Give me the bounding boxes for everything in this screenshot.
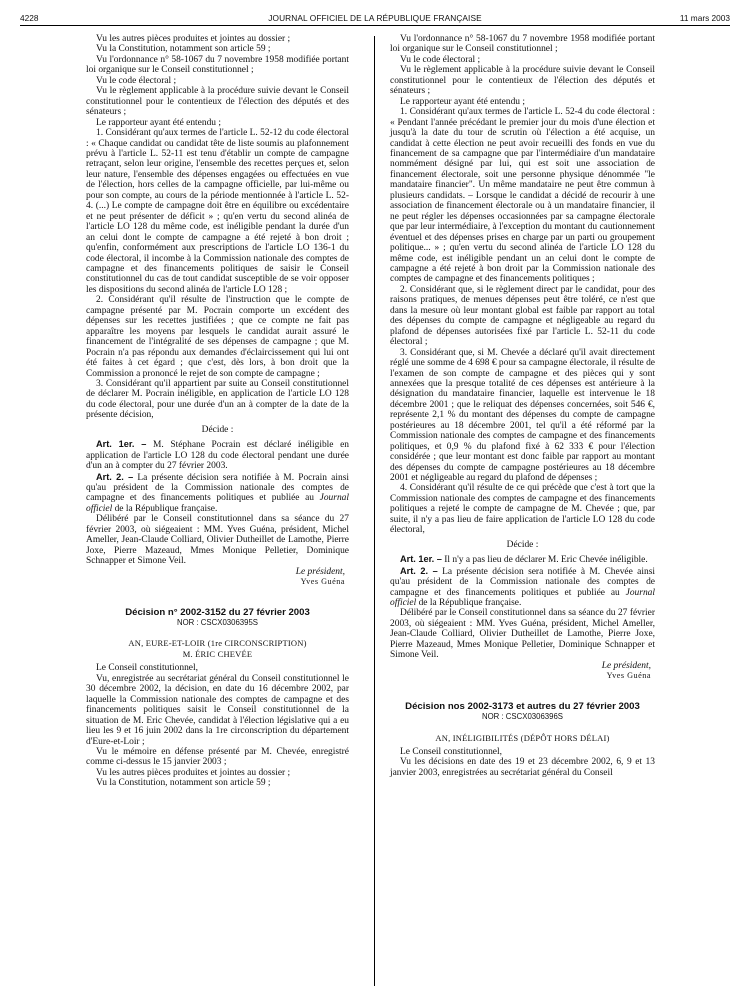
circonscription-heading: AN, EURE-ET-LOIR (1re CIRCONSCRIPTION) xyxy=(128,638,307,649)
article-label: Art. 2. – xyxy=(96,471,134,482)
body-paragraph: Le Conseil constitutionnel, xyxy=(400,747,502,757)
journal-name: Journal officiel xyxy=(390,587,655,609)
page-number: 4228 xyxy=(20,13,39,23)
decision-title: Décision n° 2002-3152 du 27 février 2003 xyxy=(125,606,310,618)
considerant-paragraph: 1. Considérant qu'aux termes de l'article L. 52-12 du code électoral : « Chaque candidat ou candidat tête de liste soumis au plafonnement prévu à l'article L. 52-11 est tenu d'établir un compte de campagne retraçant, selon leur origine, l'ensemble des recettes perçues et, selon leur nature, l'ensemble des dépenses engagées ou effectuées en vue de l'élection, hors celles de la campagne officielle, par lui-même ou pour son compte, au cours de la période mentionnée à l'article L. 52-4. (...) Le compte de campagne doit être en équilibre ou excédentaire et ne peut présenter de déficit » ; qu'en vertu du second alinéa de l'article LO 128 du même code, est inéligible pendant la durée d'un an celui dont le compte de campagne a été rejeté à bon droit ; qu'enfin, conformément aux prescriptions de l'article LO 136-1 du code électoral, il incombe à la Commission nationale des comptes de campagne et des financements politiques de saisir le Conseil constitutionnel du cas de tout candidat susceptible de se voir opposer les dispositions du second alinéa de l'article LO 128 ; xyxy=(86,128,349,295)
article-text: M. Stéphane Pocrain est déclaré inéligible en application de l'article LO 128 du code électoral pendant une durée d'un an à compter du 27 février 2003. xyxy=(86,440,349,472)
considerant-paragraph: 4. Considérant qu'il résulte de ce qui précède que c'est à tort que la Commission nationale des comptes de campagne et des financements politiques a rejeté le compte de campagne de M. Chevée ; que, par suite, il n'y a pas lieu de faire application de l'article LO 128 du code électoral, xyxy=(390,483,655,536)
intro-line: Vu l'ordonnance n° 58-1067 du 7 novembre 1958 modifiée portant loi organique sur le Conseil constitutionnel ; xyxy=(86,54,349,76)
body-paragraph: Vu les décisions en date des 19 et 23 décembre 2002, 6, 9 et 13 janvier 2003, enregistrées au secrétariat général du Conseil xyxy=(390,757,655,778)
signature-name: Yves Guéna xyxy=(300,577,345,587)
right-column xyxy=(390,34,655,778)
column-divider xyxy=(374,36,375,986)
decide-heading: Décide : xyxy=(201,424,234,435)
signature-role: Le président, xyxy=(601,660,651,671)
article-text: La présente décision sera notifiée à M. Chevée ainsi qu'au président de la Commission nationale des comptes de campagne et des financements politiques et publiée au xyxy=(390,566,656,598)
issue-date: 11 mars 2003 xyxy=(679,13,730,23)
decision-title: Décision nos 2002-3173 et autres du 27 février 2003 xyxy=(405,700,640,712)
deliberation-paragraph: Délibéré par le Conseil constitutionnel dans sa séance du 27 février 2003, où siégeaient : MM. Yves Guéna, président, Michel Ameller, Jean-Claude Colliard, Olivier Dutheillet de Lamothe, Pierre Joxe, Pierre Mazeaud, Mmes Monique Pelletier, Dominique Schnapper et Simone Veil. xyxy=(390,608,655,661)
circonscription-heading: AN, INÉLIGIBILITÉS (DÉPÔT HORS DÉLAI) xyxy=(435,732,610,743)
intro-line: Le rapporteur ayant été entendu ; xyxy=(96,117,221,128)
candidate-name: M. ÉRIC CHEVÉE xyxy=(182,648,253,659)
intro-line: Vu le règlement applicable à la procédure suivie devant le Conseil constitutionnel pour le contentieux de l'élection des députés et sénateurs ; xyxy=(390,65,655,97)
article-label: Art. 1er. – xyxy=(96,439,147,450)
body-paragraph: Vu, enregistrée au secrétariat général du Conseil constitutionnel le 30 décembre 2002, la décision, en date du 16 décembre 2002, par laquelle la Commission nationale des comptes de campagne et des financements politiques saisit le Conseil constitutionnel de la situation de M. Eric Chevée, candidat à l'élection législative qui a eu lieu les 9 et 16 juin 2002 dans la 1re circonscription du département d'Eure-et-Loir ; xyxy=(86,673,349,747)
intro-line: Le rapporteur ayant été entendu ; xyxy=(400,96,525,107)
decide-heading: Décide : xyxy=(506,539,539,550)
intro-line: Vu la Constitution, notamment son article 59 ; xyxy=(96,44,271,55)
considerant-paragraph: 3. Considérant qu'il appartient par suite au Conseil constitutionnel de déclarer M. Pocrain inéligible, en application de l'article LO 128 du code électoral, pour une durée d'un an à compter de la date de la présente décision, xyxy=(86,378,349,421)
article-1 xyxy=(390,554,655,565)
header-rule xyxy=(20,25,730,26)
intro-line: Vu l'ordonnance n° 58-1067 du 7 novembre 1958 modifiée portant loi organique sur le Conseil constitutionnel ; xyxy=(390,34,655,55)
article-2 xyxy=(86,472,349,515)
intro-line: Vu le code électoral ; xyxy=(96,75,177,86)
article-label: Art. 1er. – xyxy=(400,554,442,565)
page-header xyxy=(20,10,730,26)
left-column xyxy=(86,34,349,789)
article-text: La présente décision sera notifiée à M. Pocrain ainsi qu'au président de la Commission nationale des comptes de campagne et des financements politiques et publiée au xyxy=(86,472,349,504)
considerant-paragraph: 3. Considérant que, si M. Chevée a déclaré qu'il avait directement réglé une somme de 4 698 € pour sa campagne électorale, il résulte de l'examen de son compte de campagne et des pièces qui y sont annexées que la presque totalité de ces dépenses est antérieure à la désignation du mandataire financier, laquelle est intervenue le 18 décembre 2001 ; que le reliquat des dépenses concernées, soit 546 €, représente 2,1 % du montant des dépenses du compte de campagne postérieures au 18 décembre 2001, tel qu'il a été réformé par la Commission nationale des comptes de campagne et des financements politiques, et 0,9 % du plafond fixé à 62 333 € pour l'élection considérée ; que leur montant est donc faible par rapport au montant des dépenses du compte de campagne postérieures au 18 décembre 2001 et négligeable au regard du plafond de dépenses ; xyxy=(390,347,655,484)
article-text: de la République française. xyxy=(114,503,218,514)
signature-role: Le président, xyxy=(295,566,345,577)
intro-line: Vu les autres pièces produites et jointes au dossier ; xyxy=(96,34,291,44)
body-paragraph: Vu les autres pièces produites et jointes au dossier ; xyxy=(96,767,291,778)
considerant-paragraph: 2. Considérant qu'il résulte de l'instruction que le compte de campagne présenté par M. Pocrain comporte un excédent des dépenses sur les recettes justifiées ; que ce compte ne fait pas apparaître les moyens par lesquels le candidat aurait assuré le financement de l'intégralité de ses dépenses de campagne ; que M. Pocrain n'a pas répondu aux demandes d'éclaircissement qui lui ont été faites à cet égard ; que c'est, dès lors, à bon droit que la Commission a prononcé le rejet de son compte de campagne ; xyxy=(86,295,349,379)
article-label: Art. 2. – xyxy=(400,565,438,576)
nor-reference: NOR : CSCX0306395S xyxy=(176,618,259,628)
article-text: Il n'y a pas lieu de déclarer M. Eric Chevée inéligible. xyxy=(444,555,648,566)
article-1 xyxy=(86,439,349,471)
considerant-paragraph: 2. Considérant que, si le règlement direct par le candidat, pour des raisons pratiques, de menues dépenses peut être toléré, ce n'est que dans la mesure où leur montant global est faible par rapport au total des dépenses du compte de campagne et négligeable au regard du plafond de dépenses autorisées fixé par l'article L. 52-11 du code électoral ; xyxy=(390,284,655,348)
nor-reference: NOR : CSCX0306396S xyxy=(481,712,564,722)
article-text: de la République française. xyxy=(418,598,522,609)
considerant-paragraph: 1. Considérant qu'aux termes de l'article L. 52-4 du code électoral : « Pendant l'année précédant le premier jour du mois d'une élection et jusqu'à la date du tour de scrutin où l'élection a été acquise, un candidat à cette élection ne peut avoir recueilli des fonds en vue du financement de sa campagne que par l'intermédiaire d'un mandataire nommément désigné par lui, qui est soit une association de financement électorale, soit une personne physique dénommée "le mandataire financier". Un même mandataire ne peut être commun à plusieurs candidats. – Lorsque le candidat a décidé de recourir à une association de financement électorale ou à un mandataire financier, il ne peut régler les dépenses occasionnées par sa campagne électorale que par leur intermédiaire, à l'exception du montant du cautionnement éventuel et des dépenses prises en charge par un parti ou groupement politique... » ; qu'en vertu du second alinéa de l'article LO 128 du même code, est inéligible pendant un an celui dont le compte de campagne a été rejeté à bon droit par la Commission nationale des comptes de campagne et des financements politiques ; xyxy=(390,107,655,285)
body-paragraph: Vu la Constitution, notamment son article 59 ; xyxy=(96,778,271,789)
article-2 xyxy=(390,566,655,609)
body-paragraph: Vu le mémoire en défense présenté par M. Chevée, enregistré comme ci-dessus le 15 janvier 2003 ; xyxy=(86,747,349,768)
body-paragraph: Le Conseil constitutionnel, xyxy=(96,663,198,674)
intro-line: Vu le règlement applicable à la procédure suivie devant le Conseil constitutionnel pour le contentieux de l'élection des députés et des sénateurs ; xyxy=(86,86,349,118)
journal-name: Journal officiel xyxy=(86,493,349,514)
intro-line: Vu le code électoral ; xyxy=(400,54,481,65)
journal-title: JOURNAL OFFICIEL DE LA RÉPUBLIQUE FRANÇAISE xyxy=(268,13,482,23)
signature-name: Yves Guéna xyxy=(606,671,651,681)
deliberation-paragraph: Délibéré par le Conseil constitutionnel dans sa séance du 27 février 2003, où siégeaient : MM. Yves Guéna, président, Michel Ameller, Jean-Claude Colliard, Olivier Dutheillet de Lamothe, Pierre Joxe, Pierre Mazeaud, Mmes Monique Pelletier, Dominique Schnapper et Simone Veil. xyxy=(86,514,349,567)
